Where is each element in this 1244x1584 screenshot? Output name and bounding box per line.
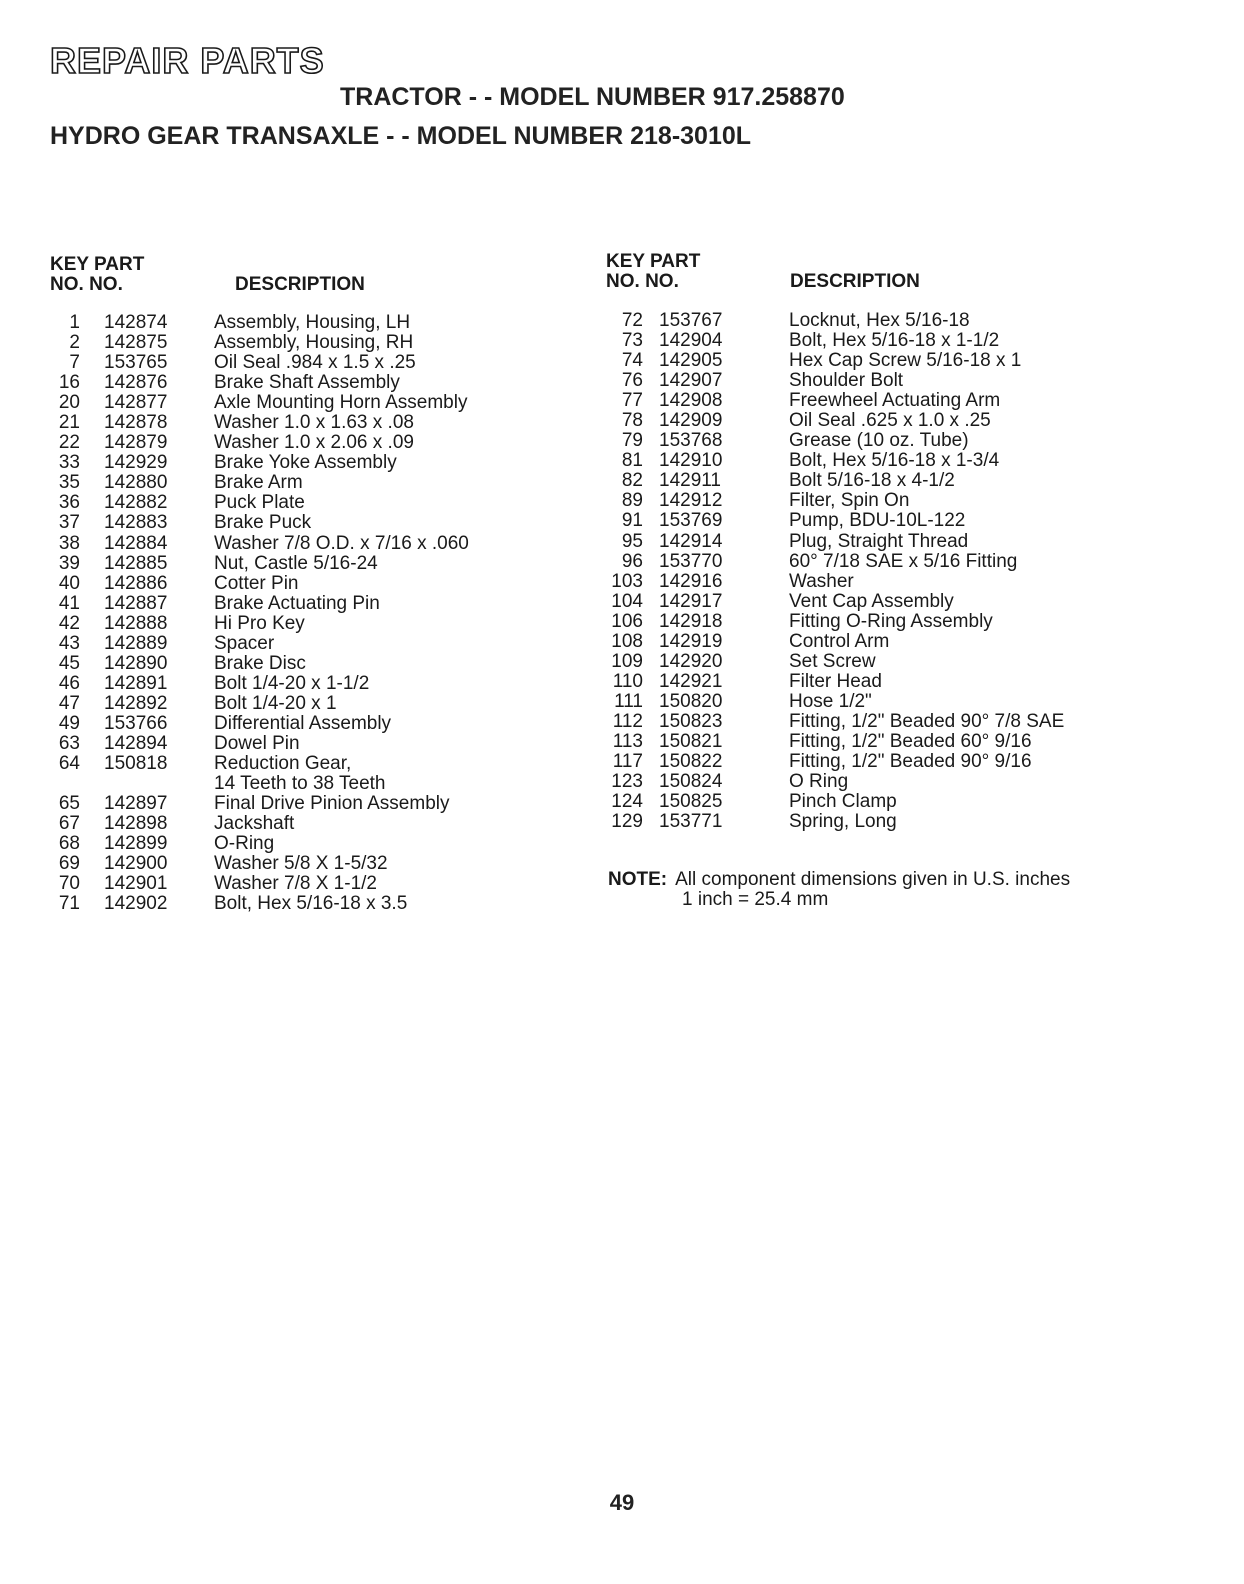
key-no: 74 [621,350,643,372]
part-description: Spacer [214,632,275,654]
table-row [605,471,1125,491]
part-header-line1: PART [650,251,701,272]
part-no: 142900 [104,853,168,875]
table-row [605,812,1125,832]
key-header-line2: NO. [50,274,84,295]
table-row [50,453,570,473]
key-no: 117 [612,751,643,773]
key-no: 35 [58,472,80,494]
part-no: 142883 [104,512,168,534]
part-description: Bolt 1/4-20 x 1 [214,692,337,714]
key-no: 109 [611,650,643,672]
table-row [605,772,1125,792]
part-description: Hex Cap Screw 5/16-18 x 1 [789,350,1022,372]
key-no: 49 [58,712,80,734]
part-no: 142904 [659,330,723,352]
part-description: Hose 1/2" [789,690,872,712]
table-row [605,692,1125,712]
part-no: 142879 [104,432,168,454]
table-row [50,754,570,774]
part-no: 142880 [104,472,168,494]
table-row [605,612,1125,632]
key-no: 70 [58,873,80,895]
right-parts-table [605,311,1125,832]
part-no: 142911 [659,470,721,492]
part-no: 142919 [659,630,723,652]
key-no: 21 [58,412,80,434]
part-no: 153771 [659,811,723,833]
note-label: NOTE: [608,869,668,890]
table-row [50,473,570,493]
part-no: 150821 [659,730,723,752]
part-description: Reduction Gear, [214,753,352,775]
table-row [50,894,570,914]
key-no: 41 [58,592,80,614]
part-description: Assembly, Housing, RH [214,332,414,354]
part-no: 150822 [659,751,723,773]
table-row [50,654,570,674]
table-row [50,814,570,834]
part-no: 153766 [104,712,168,734]
table-row [50,353,570,373]
part-no: 142920 [659,650,723,672]
part-no: 142894 [104,732,168,754]
key-no: 47 [58,692,80,714]
part-description: Freewheel Actuating Arm [789,390,1001,412]
key-no: 81 [621,450,643,472]
key-no: 65 [58,793,80,815]
part-description: Brake Yoke Assembly [214,452,397,474]
part-no: 153767 [659,310,723,331]
key-no: 16 [58,372,80,394]
table-row [605,592,1125,612]
part-description: Cotter Pin [214,572,299,594]
page-title: REPAIR PARTS [50,40,325,81]
key-no: 38 [58,532,80,554]
table-row [605,491,1125,511]
part-description: Bolt 1/4-20 x 1-1/2 [214,672,370,694]
part-description: Assembly, Housing, LH [214,312,411,333]
part-no: 142918 [659,610,723,632]
part-no: 142901 [104,873,168,895]
part-description: Bolt, Hex 5/16-18 x 1-1/2 [789,330,1000,352]
table-row [605,371,1125,391]
part-description: Brake Puck [214,512,312,534]
key-no: 68 [58,833,80,855]
part-no: 142914 [659,530,723,552]
table-row [50,513,570,533]
part-no: 142884 [104,532,168,554]
part-description: Bolt, Hex 5/16-18 x 1-3/4 [789,450,1000,472]
part-description: Washer 5/8 X 1-5/32 [214,853,388,875]
table-row [605,391,1125,411]
part-no: 142885 [104,552,168,574]
key-no: 72 [621,310,643,331]
part-no: 150825 [659,791,723,813]
part-no: 150820 [659,690,723,712]
note-line1: All component dimensions given in U.S. inches [675,869,1071,890]
part-no: 142888 [104,612,168,634]
table-row [50,614,570,634]
part-header-line2: NO. [645,271,679,292]
table-row [50,834,570,854]
table-row [605,752,1125,772]
part-no: 153769 [659,510,723,532]
part-description: Final Drive Pinion Assembly [214,793,450,815]
part-no: 142898 [104,813,168,835]
part-description: Filter, Spin On [789,490,910,512]
key-no: 69 [58,853,80,875]
part-no: 142909 [659,410,723,432]
part-no: 142929 [104,452,168,474]
key-no: 39 [58,552,80,574]
part-description: Brake Shaft Assembly [214,372,400,394]
part-description: Washer 1.0 x 1.63 x .08 [214,412,414,434]
part-description: Spring, Long [789,811,897,833]
key-no: 67 [58,813,80,835]
key-no: 78 [621,410,643,432]
table-row [50,874,570,894]
key-no: 110 [612,670,643,692]
key-no: 20 [58,392,80,414]
part-no: 142890 [104,652,168,674]
table-row [50,333,570,353]
part-description: Plug, Straight Thread [789,530,969,552]
description-header: DESCRIPTION [790,271,920,292]
key-no: 36 [58,492,80,514]
table-row [50,393,570,413]
part-description: Grease (10 oz. Tube) [789,430,969,452]
table-row [50,493,570,513]
part-no: 153765 [104,352,168,374]
key-no: 91 [621,510,643,532]
left-parts-table [50,313,570,914]
table-row [605,351,1125,371]
part-no: 150818 [104,753,168,775]
key-no: 95 [621,530,643,552]
part-description: Locknut, Hex 5/16-18 [789,310,970,331]
table-row [50,594,570,614]
key-header-line2: NO. [606,271,640,292]
part-description: Set Screw [789,650,876,672]
table-row [605,331,1125,351]
table-row [50,734,570,754]
key-no: 64 [58,753,80,775]
part-no: 142899 [104,833,168,855]
key-no: 1 [69,312,80,333]
key-no: 77 [621,390,643,412]
table-row [50,694,570,714]
part-description: Fitting, 1/2" Beaded 60° 9/16 [789,730,1032,752]
part-no: 142878 [104,412,168,434]
key-no: 2 [69,332,80,354]
key-no: 40 [58,572,80,594]
key-no: 112 [612,710,643,732]
key-no: 63 [58,732,80,754]
part-no: 142891 [104,672,168,694]
key-no: 111 [614,690,643,712]
table-row [50,714,570,734]
table-row [50,534,570,554]
part-no: 150824 [659,771,723,793]
part-no: 142907 [659,370,723,392]
part-description: Hi Pro Key [214,612,305,634]
part-description: Brake Actuating Pin [214,592,380,614]
table-row [605,672,1125,692]
part-no: 142877 [104,392,168,414]
key-no: 33 [58,452,80,474]
key-no: 108 [611,630,643,652]
part-no: 142910 [659,450,723,472]
part-no: 142889 [104,632,168,654]
part-no: 142908 [659,390,723,412]
table-row [605,532,1125,552]
part-description: Washer 7/8 X 1-1/2 [214,873,377,895]
part-description: Fitting, 1/2" Beaded 90° 7/8 SAE [789,710,1065,732]
table-row [605,632,1125,652]
right-table-header [606,251,920,292]
key-no: 106 [611,610,643,632]
tractor-model-heading: TRACTOR - - MODEL NUMBER 917.258870 [340,83,845,111]
part-no: 153768 [659,430,723,452]
key-no: 22 [58,432,80,454]
key-no: 104 [611,590,643,612]
key-no: 45 [58,652,80,674]
part-no: 142876 [104,372,168,394]
table-row [50,674,570,694]
part-description: Pump, BDU-10L-122 [789,510,966,532]
part-description: Bolt 5/16-18 x 4-1/2 [789,470,955,492]
table-row [50,794,570,814]
table-row [605,712,1125,732]
key-no: 103 [611,570,643,592]
table-row [605,411,1125,431]
part-no: 142916 [659,570,723,592]
key-no: 43 [58,632,80,654]
key-no: 89 [621,490,643,512]
part-description: Puck Plate [214,492,305,514]
table-row [50,413,570,433]
part-description: Filter Head [789,670,882,692]
part-description: 60° 7/18 SAE x 5/16 Fitting [789,550,1018,572]
part-description: 14 Teeth to 38 Teeth [214,773,386,795]
table-row [50,774,570,794]
table-row [605,732,1125,752]
table-row [50,373,570,393]
page-number: 49 [609,1490,635,1515]
part-description: Fitting, 1/2" Beaded 90° 9/16 [789,751,1032,773]
table-row [605,572,1125,592]
part-no: 142902 [104,893,168,915]
table-row [605,311,1125,331]
part-header-line1: PART [94,254,145,275]
table-row [605,431,1125,451]
table-row [605,451,1125,471]
key-no: 76 [621,370,643,392]
part-no: 142886 [104,572,168,594]
dimension-note [608,870,1070,910]
table-row [50,554,570,574]
transaxle-model-heading: HYDRO GEAR TRANSAXLE - - MODEL NUMBER 218-3010L [50,122,752,150]
description-header: DESCRIPTION [235,274,365,295]
table-row [605,792,1125,812]
part-description: Vent Cap Assembly [789,590,954,612]
part-description: Washer 7/8 O.D. x 7/16 x .060 [214,532,469,554]
part-description: Fitting O-Ring Assembly [789,610,993,632]
part-no: 142897 [104,793,168,815]
part-no: 142921 [659,670,723,692]
key-no: 7 [69,352,80,374]
part-description: Washer [789,570,854,592]
key-no: 123 [611,771,643,793]
part-no: 153770 [659,550,723,572]
part-description: Brake Arm [214,472,303,494]
key-no: 113 [612,730,643,752]
part-description: Dowel Pin [214,732,300,754]
table-row [50,313,570,333]
key-header-line1: KEY [50,254,89,275]
part-description: Axle Mounting Horn Assembly [214,392,468,414]
key-no: 129 [611,811,643,833]
key-no: 79 [621,430,643,452]
part-header-line2: NO. [89,274,123,295]
key-no: 42 [58,612,80,634]
key-header-line1: KEY [606,251,645,272]
key-no: 96 [621,550,643,572]
key-no: 71 [58,893,80,915]
part-description: Shoulder Bolt [789,370,904,392]
table-row [605,511,1125,531]
part-description: O Ring [789,771,849,793]
part-no: 142917 [659,590,723,612]
part-no: 142905 [659,350,723,372]
part-no: 142912 [659,490,723,512]
part-no: 150823 [659,710,723,732]
part-description: Oil Seal .625 x 1.0 x .25 [789,410,991,432]
key-no: 124 [611,791,643,813]
part-description: Oil Seal .984 x 1.5 x .25 [214,352,416,374]
note-line2: 1 inch = 25.4 mm [682,889,829,910]
part-no: 142875 [104,332,168,354]
table-row [50,634,570,654]
part-no: 142882 [104,492,168,514]
table-row [605,552,1125,572]
key-no: 73 [621,330,643,352]
part-no: 142874 [104,312,168,333]
part-description: Control Arm [789,630,890,652]
part-no: 142887 [104,592,168,614]
part-description: Washer 1.0 x 2.06 x .09 [214,432,414,454]
key-no: 82 [621,470,643,492]
table-row [50,854,570,874]
part-description: Pinch Clamp [789,791,897,813]
part-description: O-Ring [214,833,275,855]
part-no: 142892 [104,692,168,714]
part-description: Nut, Castle 5/16-24 [214,552,378,574]
left-table-header [50,254,365,295]
table-row [605,652,1125,672]
part-description: Jackshaft [214,813,295,835]
part-description: Brake Disc [214,652,306,674]
table-row [50,574,570,594]
part-description: Differential Assembly [214,712,392,734]
key-no: 46 [58,672,80,694]
table-row [50,433,570,453]
part-description: Bolt, Hex 5/16-18 x 3.5 [214,893,408,915]
key-no: 37 [58,512,80,534]
